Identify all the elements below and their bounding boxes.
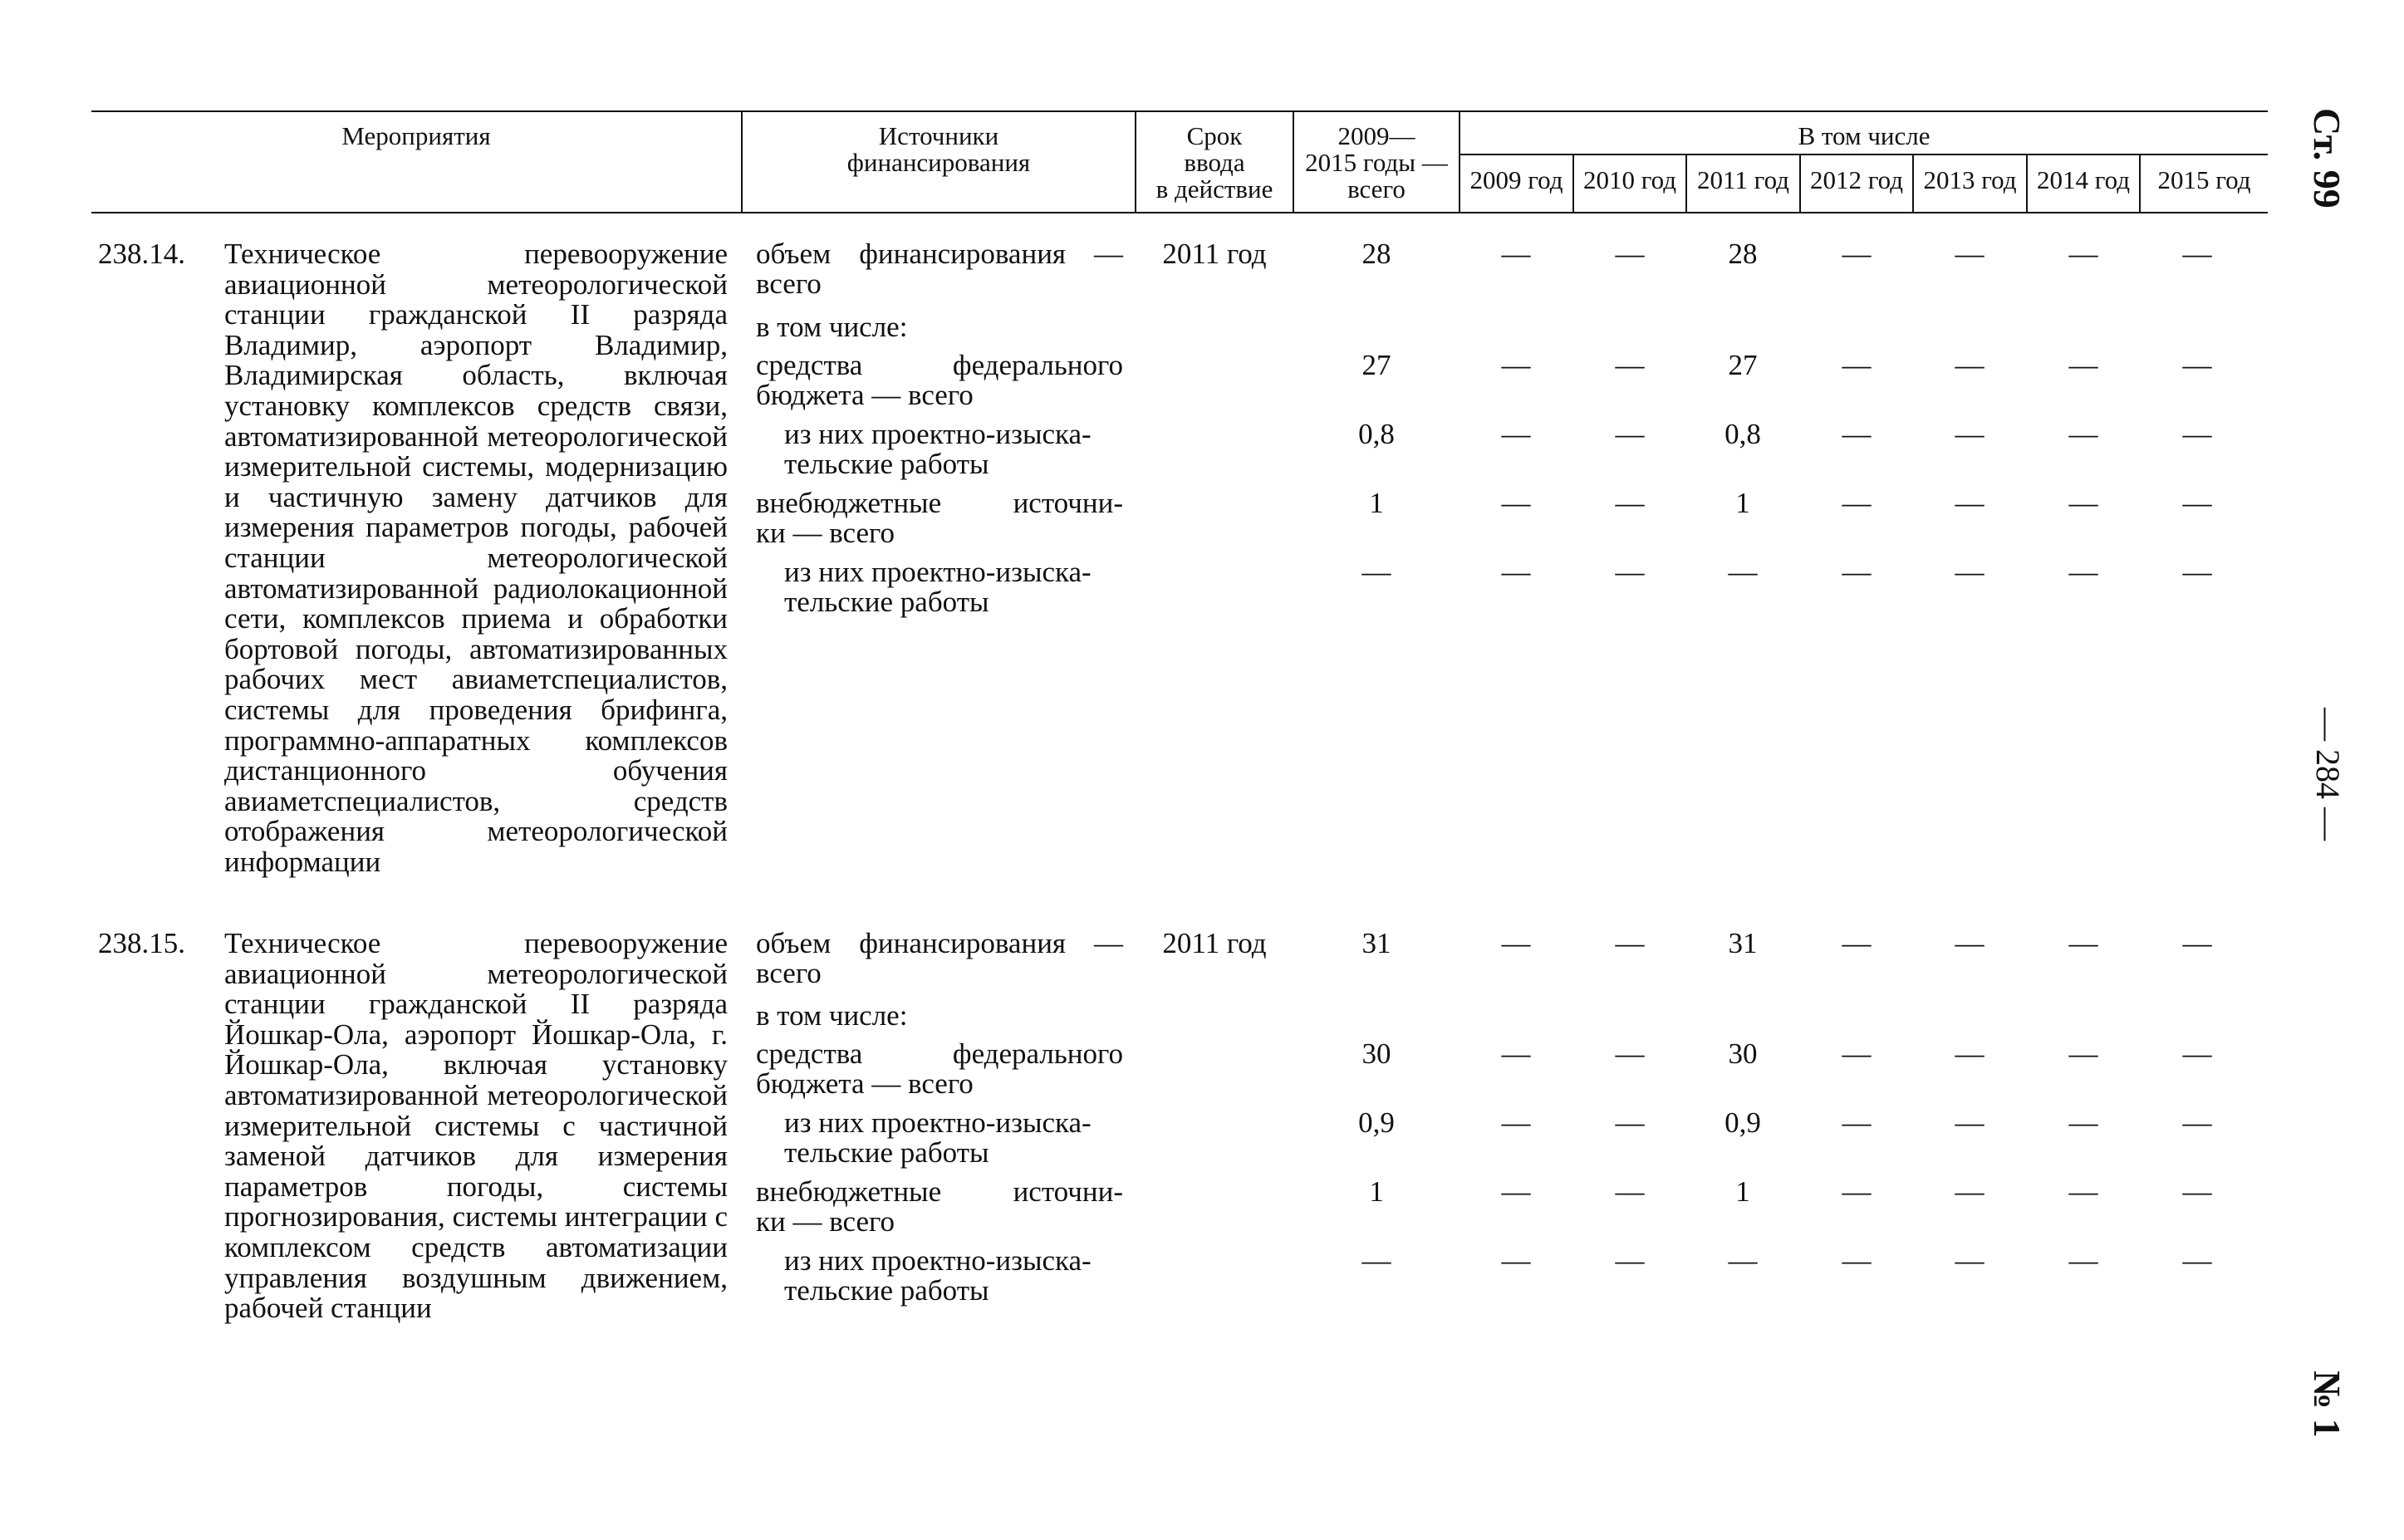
source-row bbox=[756, 929, 1123, 988]
source-line2: ки — всего bbox=[756, 1205, 895, 1238]
year-value: — bbox=[2068, 238, 2098, 270]
source-line2: ки — всего bbox=[756, 517, 895, 549]
year-value: — bbox=[2068, 418, 2098, 450]
year-value: 27 bbox=[1728, 349, 1758, 381]
header-year-2011: 2011 год bbox=[1697, 165, 1789, 194]
year-value: — bbox=[1501, 349, 1531, 381]
year-value: — bbox=[1501, 238, 1531, 270]
year-value: — bbox=[1842, 927, 1872, 959]
year-value: — bbox=[1955, 1175, 1985, 1208]
year-value: — bbox=[1955, 1106, 1985, 1139]
year-value: — bbox=[1615, 1037, 1645, 1070]
total-value: 31 bbox=[1361, 927, 1391, 959]
year-value: — bbox=[2068, 927, 2098, 959]
year-value: — bbox=[1955, 349, 1985, 381]
source-row bbox=[756, 1177, 1123, 1237]
year-value: — bbox=[1501, 418, 1531, 450]
total-value: — bbox=[1361, 556, 1391, 588]
year-value: — bbox=[1955, 1037, 1985, 1070]
year-value: — bbox=[1615, 1244, 1645, 1277]
total-value: 30 bbox=[1361, 1037, 1391, 1070]
source-row bbox=[756, 1039, 1123, 1099]
year-value: — bbox=[1501, 1037, 1531, 1070]
source-row bbox=[784, 557, 1123, 617]
source-row bbox=[756, 1001, 1123, 1031]
total-value: 27 bbox=[1361, 349, 1391, 381]
year-value: — bbox=[1842, 1244, 1872, 1277]
source-line2: тельские работы bbox=[784, 448, 989, 480]
year-value: 0,8 bbox=[1725, 418, 1761, 450]
year-value: — bbox=[1501, 487, 1531, 519]
year-value: — bbox=[1955, 556, 1985, 588]
year-value: — bbox=[2068, 1106, 2098, 1139]
source-row bbox=[756, 488, 1123, 548]
header-term-line3: в действие bbox=[1155, 174, 1273, 204]
year-value: — bbox=[1955, 1244, 1985, 1277]
header-year-2010: 2010 год bbox=[1582, 165, 1677, 194]
header-bottom-rule bbox=[91, 212, 2268, 213]
year-value: — bbox=[1615, 487, 1645, 519]
year-value: — bbox=[1615, 238, 1645, 270]
year-value: — bbox=[1842, 349, 1872, 381]
header-year-2012: 2012 год bbox=[1809, 165, 1904, 194]
entry-term: 2011 год bbox=[1162, 238, 1267, 270]
source-row bbox=[756, 239, 1123, 299]
year-value: — bbox=[1615, 349, 1645, 381]
year-value: — bbox=[1728, 1244, 1758, 1277]
source-line1: из них проектно-изыска- bbox=[784, 1244, 1092, 1277]
year-value: — bbox=[1955, 927, 1985, 959]
header-total-line3: всего bbox=[1347, 174, 1406, 204]
source-row bbox=[784, 1246, 1123, 1306]
year-value: — bbox=[1842, 1175, 1872, 1208]
year-value: — bbox=[1955, 418, 1985, 450]
source-line1: внебюджетные источни- bbox=[756, 1175, 1123, 1208]
year-value: — bbox=[1501, 1175, 1531, 1208]
source-line1: объем финансирования — bbox=[756, 927, 1123, 959]
source-line1: внебюджетные источни- bbox=[756, 487, 1123, 519]
entry-term: 2011 год bbox=[1162, 927, 1267, 959]
source-line1: средства федерального bbox=[756, 1037, 1123, 1070]
year-value: — bbox=[1615, 927, 1645, 959]
issue-number: № 1 bbox=[2306, 1371, 2348, 1438]
header-total-line1: 2009— bbox=[1337, 121, 1415, 150]
year-value: — bbox=[1842, 1106, 1872, 1139]
year-value: — bbox=[2068, 556, 2098, 588]
year-value: — bbox=[2182, 349, 2212, 381]
source-line1: в том числе: bbox=[756, 999, 908, 1032]
header-year-2009: 2009 год bbox=[1469, 165, 1563, 194]
source-line1: в том числе: bbox=[756, 311, 908, 343]
year-value: — bbox=[2182, 1175, 2212, 1208]
year-value: — bbox=[1501, 927, 1531, 959]
years-sub-rule bbox=[1459, 154, 2268, 155]
total-value: — bbox=[1361, 1244, 1391, 1277]
page-number: — 284 — bbox=[2309, 708, 2347, 841]
header-top-rule bbox=[91, 110, 2268, 112]
entry-description: Техническое перевооружение авиационной метеорологической станции гражданской II разряда Владимир, аэропорт Владимир, Владимирская область, включая установку комплексов средств связи, автоматизированной метеорологической измерительной системы, модернизацию и частичную замену датчиков для измерения параметров погоды, рабочей станции метеорологической автоматизированной радиолокационной сети, комплексов приема и обработки бортовой погоды, автоматизированных рабочих мест авиаметспециалистов, системы для проведения брифинга, программно-аппаратных комплексов дистанционного обучения авиаметспециалистов, средств отображения метеорологической информации bbox=[224, 238, 728, 878]
year-value: — bbox=[2182, 1037, 2212, 1070]
year-value: — bbox=[1615, 1175, 1645, 1208]
year-value: — bbox=[1842, 418, 1872, 450]
source-line2: бюджета — всего bbox=[756, 1067, 974, 1100]
source-row bbox=[784, 1108, 1123, 1168]
year-value: 28 bbox=[1728, 238, 1758, 270]
year-value: — bbox=[2182, 556, 2212, 588]
year-value: — bbox=[2182, 487, 2212, 519]
year-value: — bbox=[1842, 487, 1872, 519]
year-value: — bbox=[1615, 556, 1645, 588]
source-line1: из них проектно-изыска- bbox=[784, 1106, 1092, 1139]
total-value: 0,8 bbox=[1358, 418, 1395, 450]
year-value: — bbox=[1501, 1244, 1531, 1277]
source-row bbox=[784, 419, 1123, 479]
source-line1: объем финансирования — bbox=[756, 238, 1123, 270]
year-value: — bbox=[2068, 1244, 2098, 1277]
source-line2: тельские работы bbox=[784, 1274, 989, 1307]
header-total bbox=[1294, 123, 1459, 203]
year-value: — bbox=[1501, 556, 1531, 588]
source-line2: всего bbox=[756, 957, 822, 989]
header-sources bbox=[743, 123, 1135, 176]
year-value: — bbox=[2182, 238, 2212, 270]
header-term-line2: ввода bbox=[1184, 148, 1245, 177]
header-year-2014: 2014 год bbox=[2036, 165, 2131, 194]
header-including: В том числе bbox=[1798, 121, 1931, 150]
year-value: — bbox=[1955, 238, 1985, 270]
year-value: — bbox=[2182, 1244, 2212, 1277]
source-line1: средства федерального bbox=[756, 349, 1123, 381]
year-value: — bbox=[2068, 1175, 2098, 1208]
header-year-2015: 2015 год bbox=[2157, 165, 2251, 194]
year-value: — bbox=[1615, 418, 1645, 450]
year-value: — bbox=[1615, 1106, 1645, 1139]
year-value: — bbox=[2068, 487, 2098, 519]
source-line2: всего bbox=[756, 267, 822, 300]
header-events: Мероприятия bbox=[341, 121, 491, 150]
header-term-line1: Срок bbox=[1186, 121, 1243, 150]
year-value: 31 bbox=[1728, 927, 1758, 959]
header-year-2013: 2013 год bbox=[1923, 165, 2017, 194]
entry-id: 238.14. bbox=[98, 238, 185, 270]
header-sources-line1: Источники bbox=[878, 121, 999, 150]
year-value: 0,9 bbox=[1725, 1106, 1761, 1139]
entry-description: Техническое перевооружение авиационной метеорологической станции гражданской II разряда Йошкар-Ола, аэропорт Йошкар-Ола, г. Йошкар-Ола, включая установку автоматизированной метеорологической измерительной системы с частичной заменой датчиков для измерения параметров погоды, системы прогнозирования, системы интеграции с комплексом средств автоматизации управления воздушным движением, рабочей станции bbox=[224, 927, 728, 1325]
year-value: 1 bbox=[1735, 487, 1750, 519]
header-total-line2: 2015 годы — bbox=[1305, 148, 1448, 177]
year-value: — bbox=[1842, 1037, 1872, 1070]
year-value: — bbox=[2068, 349, 2098, 381]
total-value: 0,9 bbox=[1358, 1106, 1395, 1139]
year-value: — bbox=[1728, 556, 1758, 588]
year-value: — bbox=[1842, 556, 1872, 588]
year-value: — bbox=[2182, 927, 2212, 959]
total-value: 1 bbox=[1369, 1175, 1384, 1208]
page-label: Ст. 99 bbox=[2306, 108, 2348, 208]
year-value: — bbox=[2182, 418, 2212, 450]
source-row bbox=[756, 312, 1123, 342]
source-line2: тельские работы bbox=[784, 586, 989, 618]
entry-id: 238.15. bbox=[98, 927, 185, 959]
source-line1: из них проектно-изыска- bbox=[784, 418, 1092, 450]
year-value: — bbox=[2068, 1037, 2098, 1070]
year-value: 30 bbox=[1728, 1037, 1758, 1070]
source-line1: из них проектно-изыска- bbox=[784, 556, 1092, 588]
year-value: — bbox=[1501, 1106, 1531, 1139]
year-value: 1 bbox=[1735, 1175, 1750, 1208]
header-sources-line2: финансирования bbox=[846, 148, 1031, 177]
source-line2: тельские работы bbox=[784, 1136, 989, 1169]
total-value: 1 bbox=[1369, 487, 1384, 519]
source-row bbox=[756, 351, 1123, 410]
header-term bbox=[1136, 123, 1293, 203]
year-value: — bbox=[1842, 238, 1872, 270]
year-value: — bbox=[1955, 487, 1985, 519]
year-value: — bbox=[2182, 1106, 2212, 1139]
source-line2: бюджета — всего bbox=[756, 379, 974, 411]
total-value: 28 bbox=[1361, 238, 1391, 270]
